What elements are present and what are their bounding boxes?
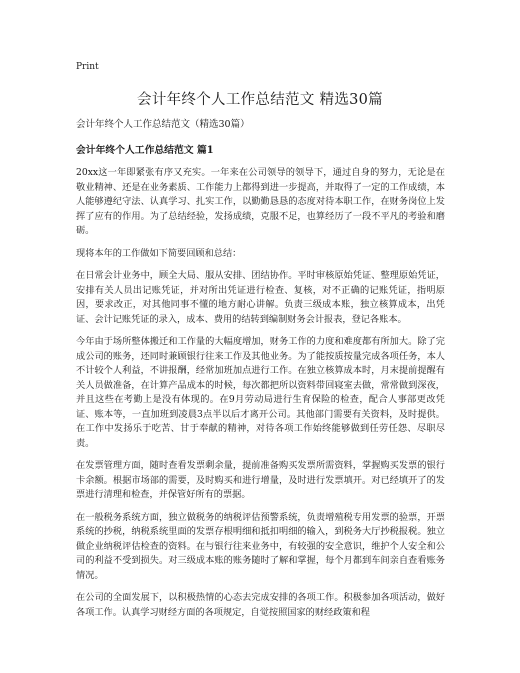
paragraph-tax-system: 在一般税务系统方面，独立做税务的纳税评估预警系统，负责增殖税专用发票的验票，开票系统的抄税，纳税系统里面的发票存根明细和抵扣明细的输入，到税务大厅抄税报税。独立做企业纳税评估检查的资料。在与银行往来业务中，有较强的安全意识，维护个人安全和公司的利益不受到损失。对三级成本账的账务随时了解和掌握，每个月都到车间亲自查看账务情况。	[76, 511, 445, 581]
document-body	[76, 116, 445, 628]
paragraph-invoice-management: 在发票管理方面，随时查看发票剩余量，提前准备购买发票所需资料，掌握购买发票的银行卡余额。根据市场部的需要，及时购买和进行增量，及时进行发票填开。对已经填开了的发票进行清理和检查，并保管好所有的票据。	[76, 460, 445, 500]
page-title: 会计年终个人工作总结范文 精选30篇	[137, 92, 383, 108]
print-link[interactable]: Print	[76, 62, 99, 72]
paragraph-workload: 今年由于场所整体搬迁和工作量的大幅度增加，财务工作的力度和难度都有所加大。除了完成公司的账务，还同时兼顾银行往来工作及其他业务。为了能按质按量完成各项任务，本人不计较个人利益，不讲报酬，经常加班加点进行工作。在独立核算成本时，月末提前提醒有关人员做准备，在计算产品成本的时候，每次都把所以资料带回寝室去做，常常做到深夜，并且这些在考勤上是没有体现的。在9月劳动局进行生育保险的检查，配合人事部更改凭证、账本等，一直加班到凌晨3点半以后才离开公司。其他部门需要有关资料，及时提供。在工作中发扬乐于吃苦、甘于奉献的精神，对待各项工作始终能够做到任劳任怨、尽职尽责。	[76, 336, 445, 449]
paragraph-intro: 20xx这一年即紧张有序又充实。一年来在公司领导的领导下，通过自身的努力，无论是在敬业精神、还是在业务素质、工作能力上都得到进一步提高，并取得了一定的工作成绩，本人能够遵纪守法、认真学习、扎实工作，以勤勤恳恳的态度对待本职工作，在财务岗位上发挥了应有的作用。为了总结经验，发扬成绩，克服不足，也算经历了一段不平凡的考验和磨砺。	[76, 167, 445, 236]
paragraph-development: 在公司的全面发展下，以积极热情的心态去完成安排的各项工作。积极参加各项活动，做好各项工作。认真学习财经方面的各项规定，自觉按照国家的财经政策和程	[76, 592, 445, 618]
section-heading: 会计年终个人工作总结范文 篇1	[76, 145, 214, 156]
paragraph-daily-accounting: 在日常会计业务中，顾全大局、服从安排、团结协作。平时审核原始凭证、整理原始凭证，安排有关人员出记账凭证，并对所出凭证进行检查、复核，对不正确的记账凭证，指明原因，要求改正，对其他同事不懂的地方耐心讲解。负责三级成本账，独立核算成本，出凭证、会计记账凭证的录入，成本、费用的结转到编制财务会计报表，登记各账本。	[76, 270, 445, 325]
document-subtitle: 会计年终个人工作总结范文（精选30篇）	[76, 119, 250, 130]
paragraph-review-lead: 现将本年的工作做如下简要回顾和总结：	[76, 247, 242, 259]
